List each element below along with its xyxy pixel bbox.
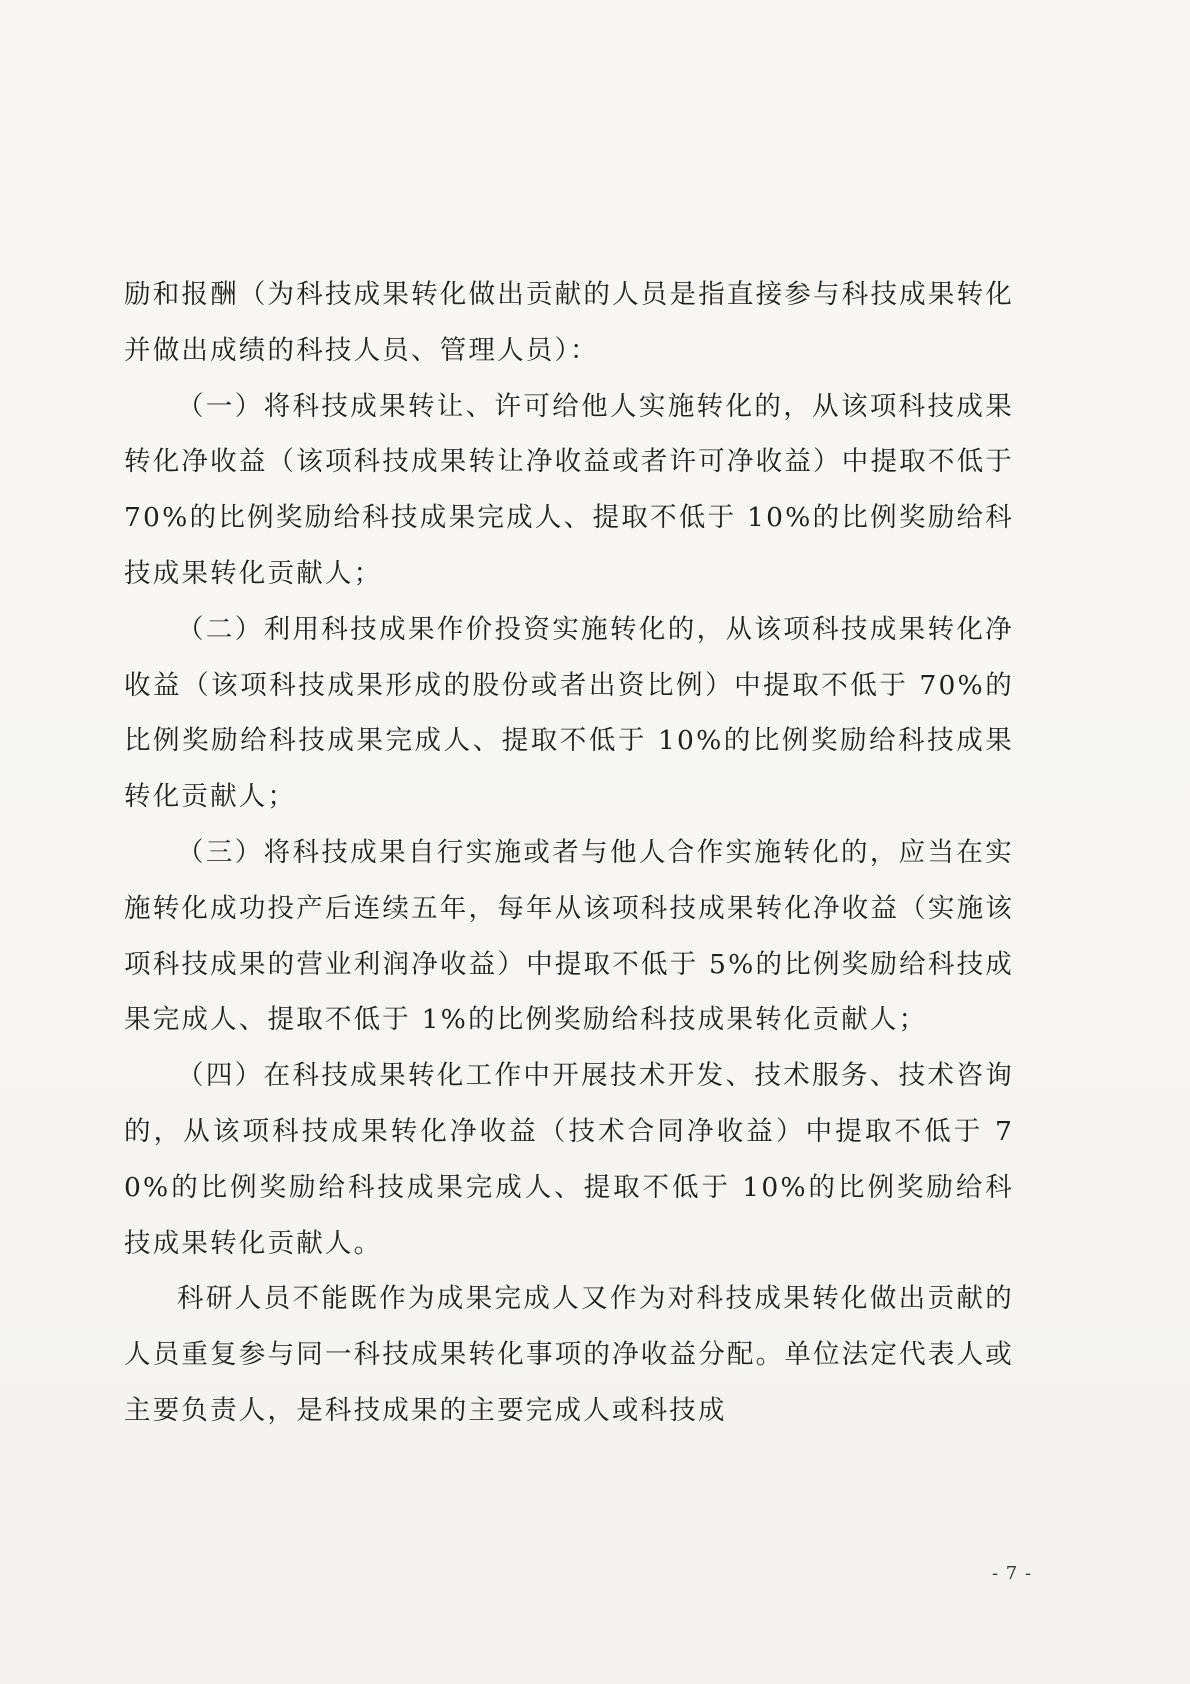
paragraph-continuation: 励和报酬（为科技成果转化做出贡献的人员是指直接参与科技成果转化并做出成绩的科技人员、管理人员）： (124, 279, 1014, 366)
page-number: - 7 - (992, 1563, 1033, 1584)
paragraph-item-1: （一）将科技成果转让、许可给他人实施转化的，从该项科技成果转化净收益（该项科技成果转让净收益或者许可净收益）中提取不低于 70%的比例奖励给科技成果完成人、提取不低于 10%的比例奖励给科技成果转化贡献人； (124, 390, 1014, 589)
document-body (124, 267, 1014, 1439)
paragraph-note: 科研人员不能既作为成果完成人又作为对科技成果转化做出贡献的人员重复参与同一科技成果转化事项的净收益分配。单位法定代表人或主要负责人，是科技成果的主要完成人或科技成 (124, 1283, 1014, 1426)
paragraph-item-3: （三）将科技成果自行实施或者与他人合作实施转化的，应当在实施转化成功投产后连续五年，每年从该项科技成果转化净收益（实施该项科技成果的营业利润净收益）中提取不低于 5%的比例奖励给科技成果完成人、提取不低于 1%的比例奖励给科技成果转化贡献人； (124, 836, 1014, 1036)
paragraph-item-2: （二）利用科技成果作价投资实施转化的，从该项科技成果转化净收益（该项科技成果形成的股份或者出资比例）中提取不低于 70%的比例奖励给科技成果完成人、提取不低于 10%的比例奖励给科技成果转化贡献人； (124, 613, 1014, 813)
paragraph-item-4: （四）在科技成果转化工作中开展技术开发、技术服务、技术咨询的，从该项科技成果转化净收益（技术合同净收益）中提取不低于 70%的比例奖励给科技成果完成人、提取不低于 10%的比例奖励给科技成果转化贡献人。 (124, 1060, 1014, 1259)
